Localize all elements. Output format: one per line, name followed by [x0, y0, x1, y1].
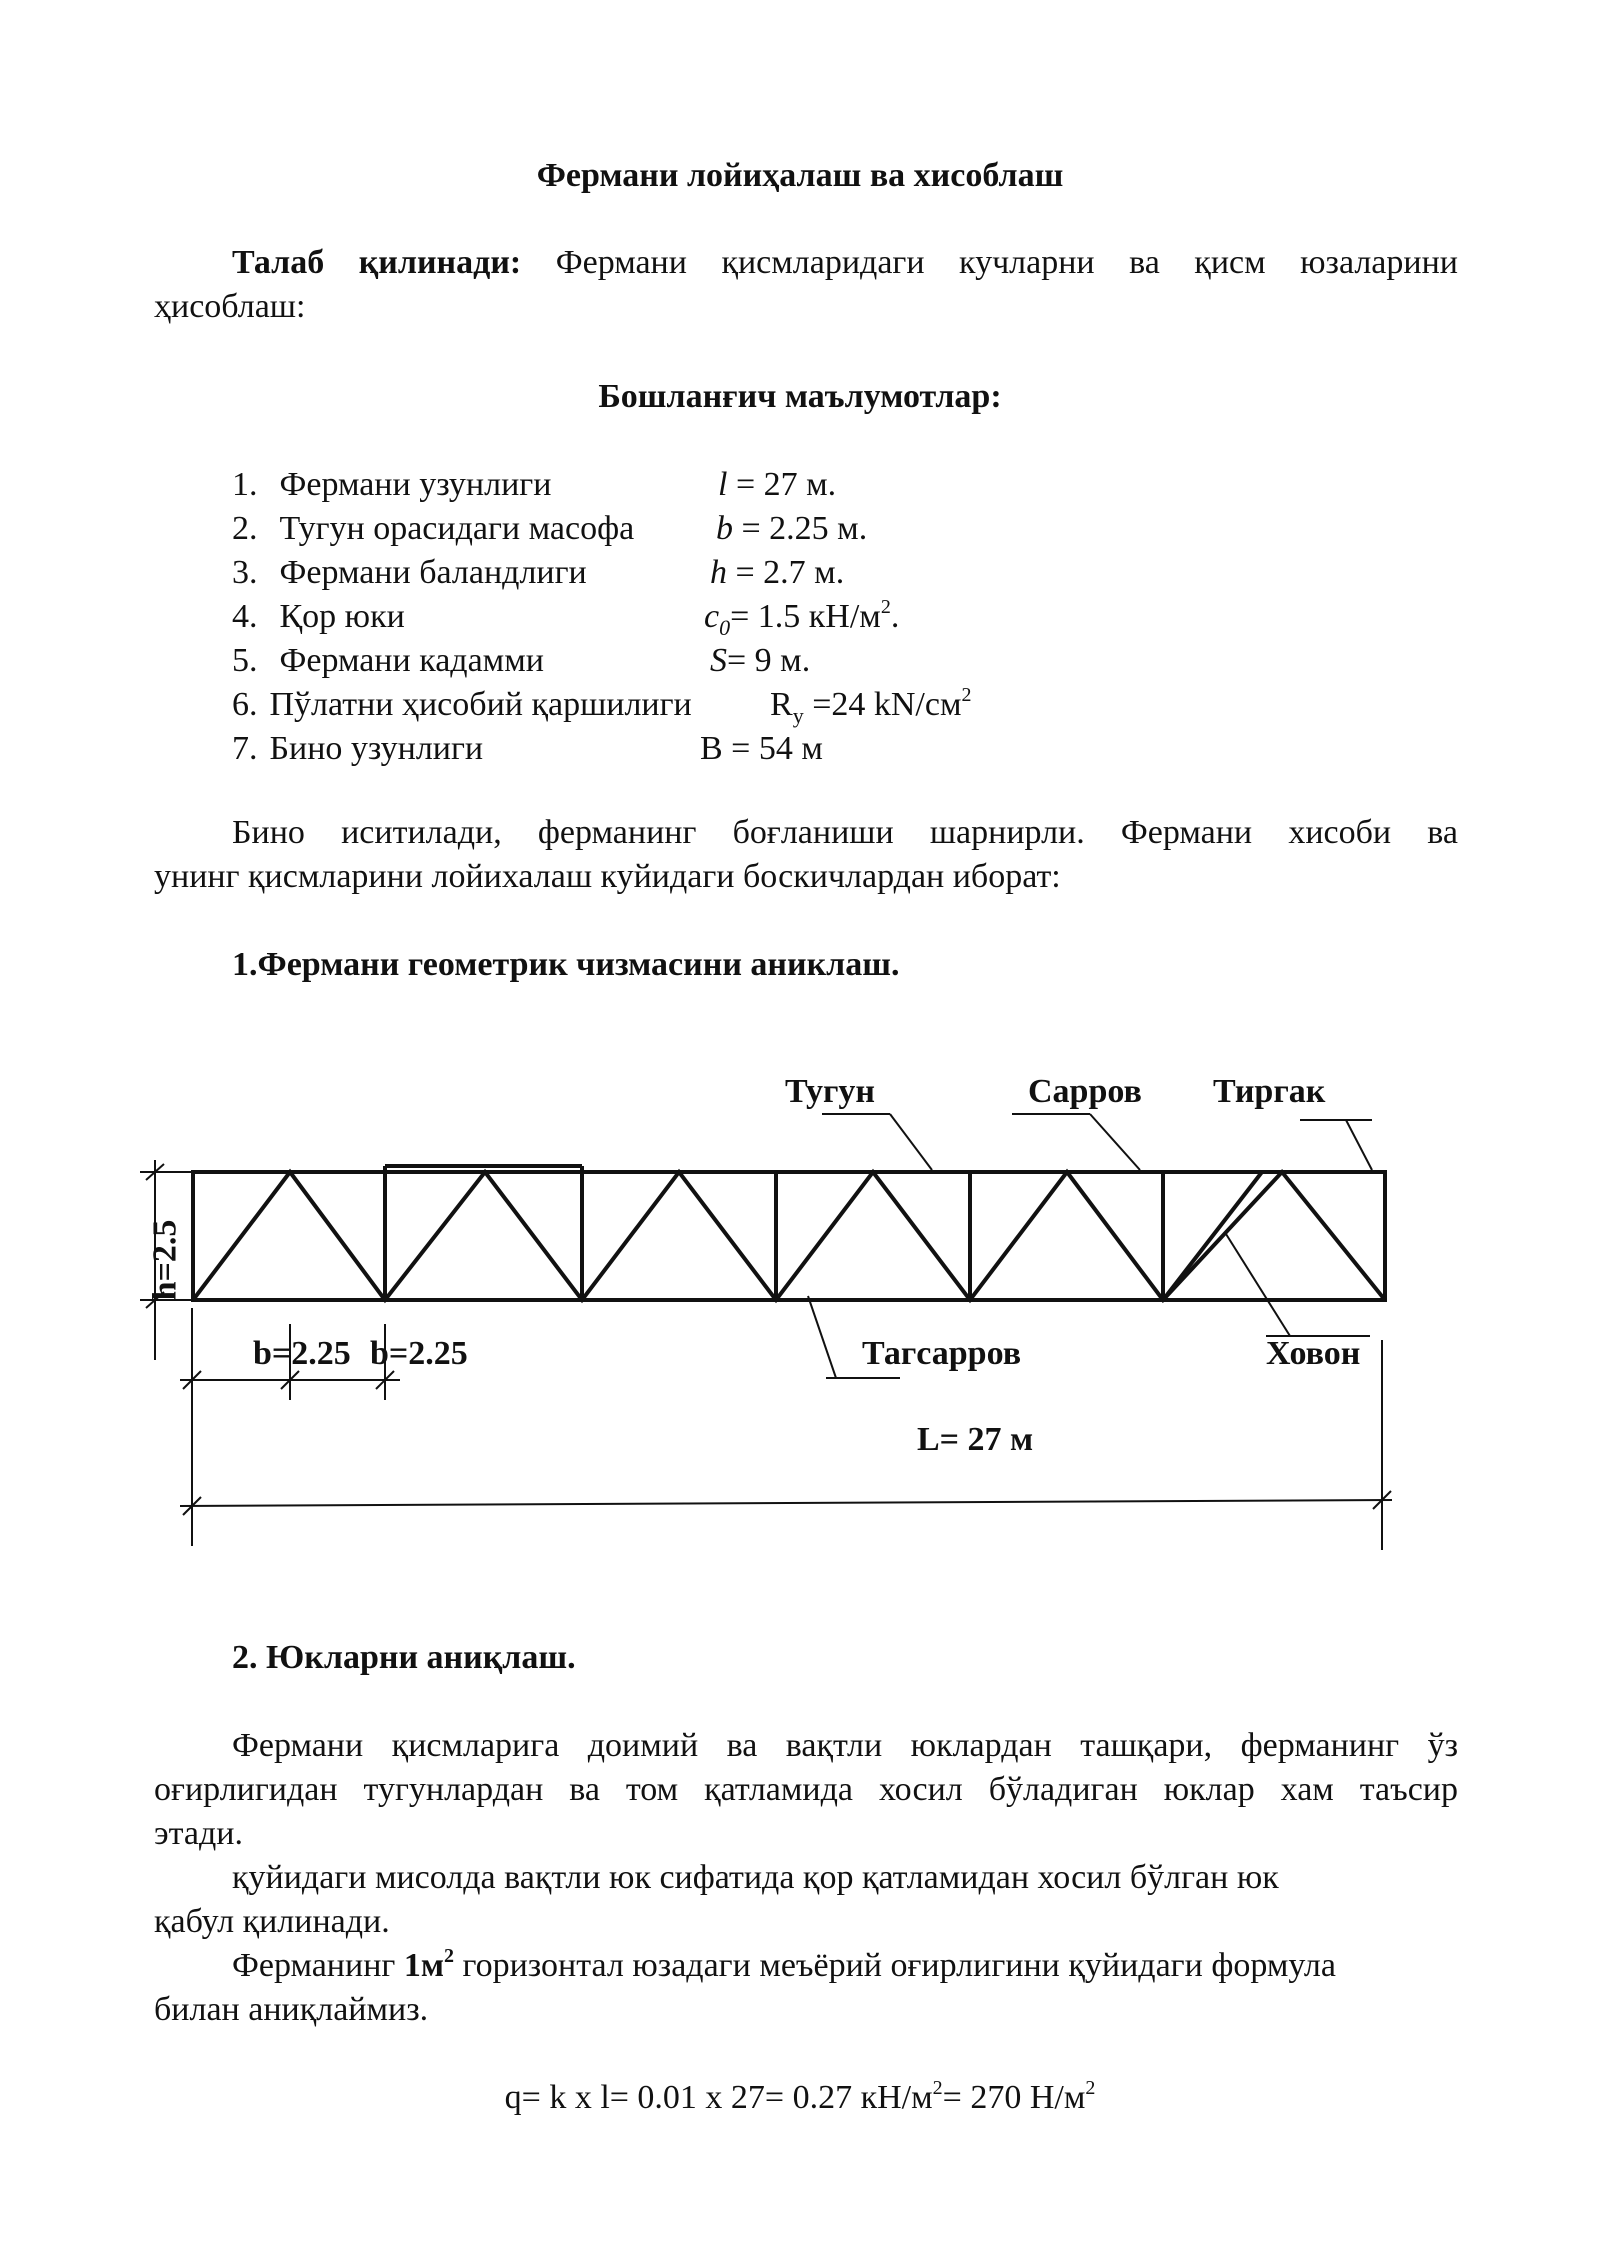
- label-height: h=2.5: [146, 1219, 184, 1301]
- list-item-name: Тугун орасидаги масофа: [279, 510, 635, 547]
- paragraph-line: оғирлигидан тугунлардан ва том қатламида хосил бўладиган юклар хам таъсир: [154, 1771, 1458, 1808]
- requirement-line2: ҳисоблаш:: [154, 288, 306, 325]
- formula: q= k x l= 0.01 x 27= 0.27 $кН/м^2= 270$ $Н/м^2$: [504, 2076, 1096, 2116]
- post-leader: [1346, 1120, 1372, 1170]
- paragraph-line: Бино иситилади, ферманинг боғланиши шарнирли. Фермани хисоби ва: [232, 814, 1458, 851]
- label-panel-2: b=2.25: [370, 1335, 468, 1372]
- list-item-number: 2.: [232, 510, 258, 547]
- requirement-label: Талаб қилинади:: [232, 244, 522, 281]
- list-item-name: Фермани узунлиги: [279, 466, 552, 503]
- list-item-value: B = 54 м: [700, 730, 823, 767]
- initial-data-heading: Бошланғич маълумотлар:: [598, 378, 1002, 415]
- span-dim-line: [180, 1500, 1392, 1506]
- label-panel-1: b=2.25: [253, 1335, 351, 1372]
- truss-structure: [193, 1166, 1385, 1300]
- list-item-value: $R_y =24$ $kN/см^2$: [770, 683, 972, 728]
- list-item-number: 1.: [232, 466, 258, 503]
- paragraph-line: этади.: [154, 1815, 243, 1852]
- label-span: L= 27 м: [917, 1421, 1034, 1458]
- paragraph-line: Фермани қисмларига доимий ва вақтли юклардан ташқари, ферманинг ўз: [232, 1727, 1458, 1764]
- top-chord-leader: [1090, 1114, 1140, 1170]
- list-item-value: $c_0= 1.5$ $кН/м^2$.: [704, 595, 900, 640]
- list-item-number: 6.: [232, 686, 258, 723]
- list-item-number: 3.: [232, 554, 258, 591]
- list-item-name: Қор юки: [279, 598, 405, 635]
- list-item-value: h = 2.7 м.: [710, 554, 845, 591]
- paragraph-line: унинг қисмларини лойихалаш куйидаги боскичлардан иборат:: [154, 858, 1061, 895]
- paragraph-line: билан аниқлаймиз.: [154, 1991, 429, 2028]
- label-bottom-chord: Тагсарров: [862, 1335, 1022, 1372]
- list-item-name: Фермани баландлиги: [279, 554, 587, 591]
- list-item-name: Фермани кадамми: [279, 642, 544, 679]
- section2-heading: 2. Юкларни аниқлаш.: [232, 1639, 576, 1676]
- label-top-chord: Сарров: [1028, 1073, 1142, 1110]
- node-leader: [890, 1114, 932, 1170]
- bottom-chord-leader: [808, 1296, 836, 1378]
- requirement-text: Фермани қисмларидаги кучларни ва қисм юзаларини: [555, 244, 1458, 281]
- label-node: Тугун: [785, 1073, 876, 1110]
- document-title: Фермани лойиҳалаш ва хисоблаш: [536, 157, 1064, 194]
- list-item-name: Пўлатни ҳисобий қаршилиги: [269, 686, 692, 723]
- list-item-value: b = 2.25 м.: [716, 510, 868, 547]
- list-item-name: Бино узунлиги: [269, 730, 484, 767]
- section1-heading: 1.Фермани геометрик чизмасини аниклаш.: [232, 946, 900, 983]
- paragraph-line: қуйидаги мисолда вақтли юк сифатида қор қатламидан хосил бўлган юк: [232, 1859, 1279, 1896]
- paragraph-line: Ферманинг $1м^2$ горизонтал юзадаги меъёрий оғирлигини қуйидаги формула: [232, 1944, 1336, 1984]
- label-diagonal: Ховон: [1266, 1335, 1361, 1372]
- diagonal-leader: [1226, 1234, 1290, 1336]
- diagonal: [1163, 1172, 1262, 1300]
- list-item-value: l = 27 м.: [718, 466, 837, 503]
- list-item-number: 4.: [232, 598, 258, 635]
- label-post: Тиргак: [1213, 1073, 1326, 1110]
- list-item-number: 5.: [232, 642, 258, 679]
- paragraph-line: қабул қилинади.: [154, 1903, 390, 1940]
- list-item-value: S= 9 м.: [710, 642, 811, 679]
- diagonals: [193, 1172, 1385, 1300]
- list-item-number: 7.: [232, 730, 258, 767]
